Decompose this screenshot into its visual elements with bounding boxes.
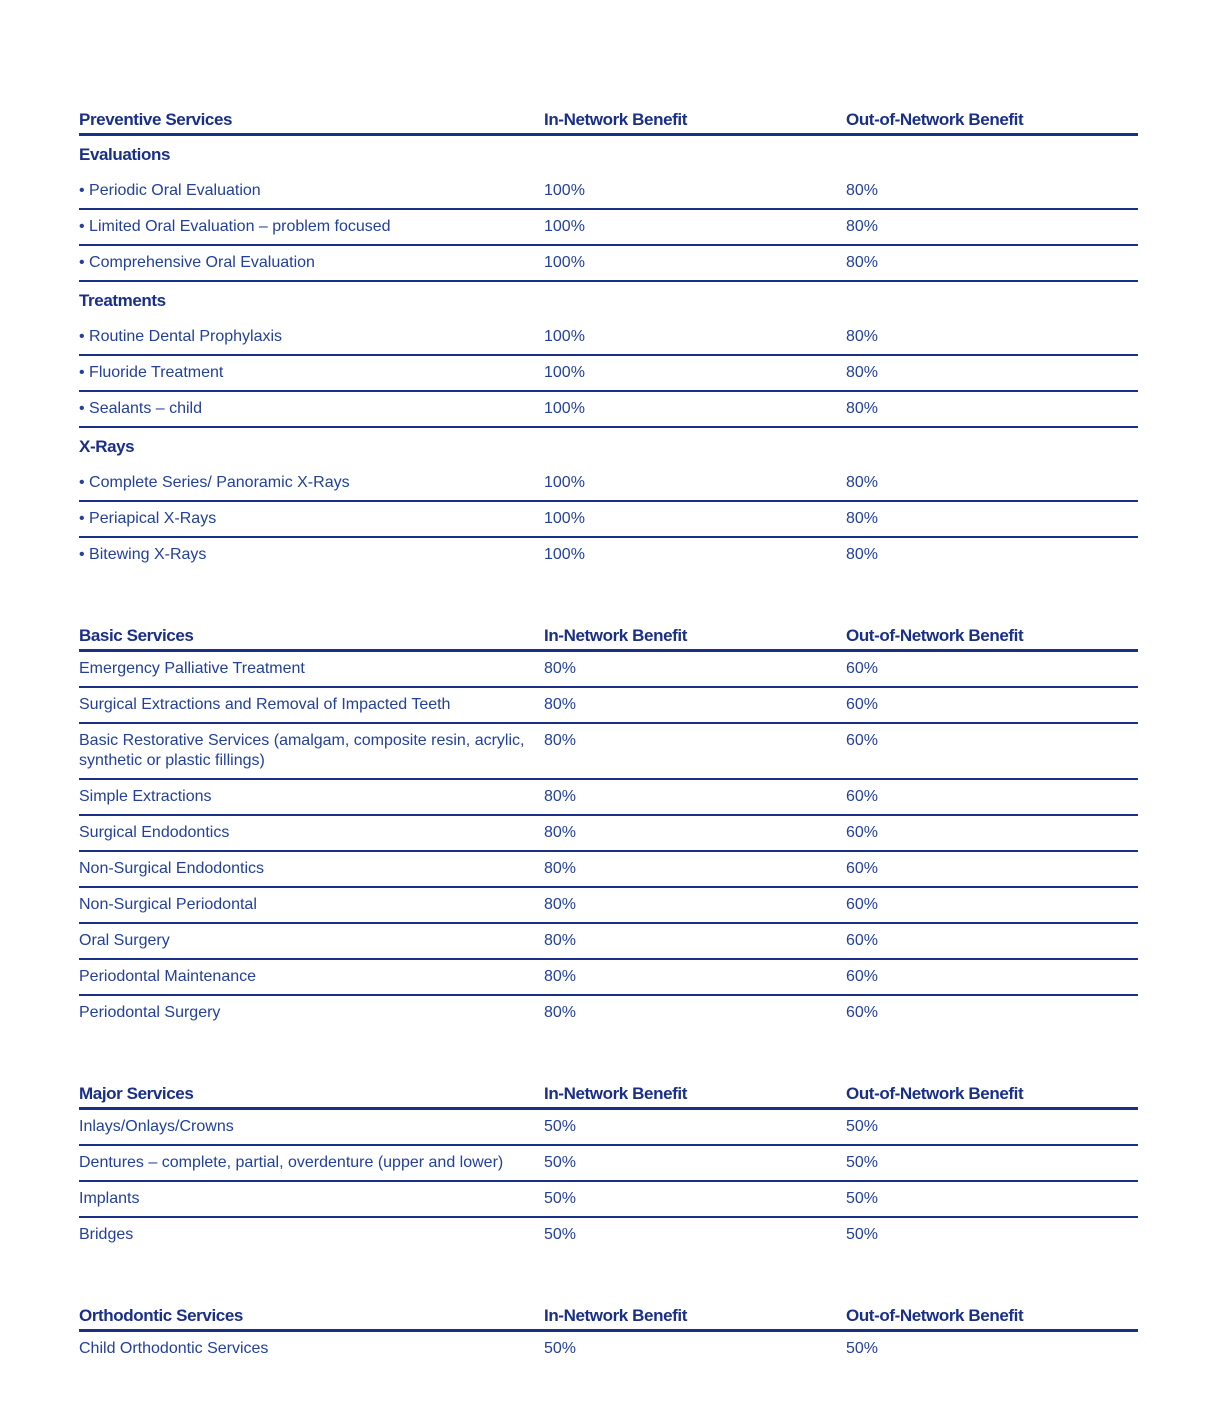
service-label: • Routine Dental Prophylaxis bbox=[79, 328, 283, 345]
benefit-section bbox=[79, 110, 1138, 572]
out-of-network-header: Out-of-Network Benefit bbox=[846, 1084, 1024, 1103]
in-network-value: 50% bbox=[544, 1340, 577, 1357]
category-heading: Treatments bbox=[79, 291, 166, 310]
table-row bbox=[79, 502, 1138, 538]
benefit-section bbox=[79, 1306, 1138, 1366]
service-label: Implants bbox=[79, 1190, 140, 1207]
benefit-section bbox=[79, 626, 1138, 1030]
in-network-value: 50% bbox=[544, 1154, 577, 1171]
table-row bbox=[79, 174, 1138, 210]
service-label: • Bitewing X-Rays bbox=[79, 546, 207, 563]
in-network-header: In-Network Benefit bbox=[544, 1306, 687, 1325]
service-label: Periodontal Surgery bbox=[79, 1004, 221, 1021]
in-network-value: 80% bbox=[544, 660, 577, 677]
table-row bbox=[79, 1182, 1138, 1218]
out-of-network-value: 50% bbox=[846, 1190, 879, 1207]
out-of-network-value: 50% bbox=[846, 1154, 879, 1171]
out-of-network-value: 50% bbox=[846, 1118, 879, 1135]
table-row bbox=[79, 852, 1138, 888]
in-network-header: In-Network Benefit bbox=[544, 110, 687, 129]
out-of-network-value: 60% bbox=[846, 732, 879, 749]
section-header-row bbox=[79, 1306, 1138, 1332]
service-label: Non-Surgical Endodontics bbox=[79, 860, 264, 877]
in-network-value: 100% bbox=[544, 364, 585, 381]
in-network-value: 100% bbox=[544, 510, 585, 527]
section-title: Major Services bbox=[79, 1084, 194, 1103]
out-of-network-value: 80% bbox=[846, 546, 879, 563]
table-row bbox=[79, 1332, 1138, 1366]
service-label: Child Orthodontic Services bbox=[79, 1340, 269, 1357]
out-of-network-header: Out-of-Network Benefit bbox=[846, 1306, 1024, 1325]
out-of-network-value: 80% bbox=[846, 510, 879, 527]
in-network-value: 80% bbox=[544, 824, 577, 841]
category-heading: X-Rays bbox=[79, 437, 135, 456]
table-row bbox=[79, 246, 1138, 282]
out-of-network-value: 80% bbox=[846, 254, 879, 271]
out-of-network-value: 80% bbox=[846, 364, 879, 381]
in-network-value: 100% bbox=[544, 254, 585, 271]
service-label: • Complete Series/ Panoramic X-Rays bbox=[79, 474, 350, 491]
service-label: • Comprehensive Oral Evaluation bbox=[79, 254, 315, 271]
out-of-network-value: 50% bbox=[846, 1340, 879, 1357]
out-of-network-value: 60% bbox=[846, 896, 879, 913]
table-row bbox=[79, 1146, 1138, 1182]
out-of-network-value: 60% bbox=[846, 932, 879, 949]
in-network-value: 50% bbox=[544, 1190, 577, 1207]
in-network-value: 100% bbox=[544, 218, 585, 235]
table-row bbox=[79, 356, 1138, 392]
out-of-network-value: 80% bbox=[846, 328, 879, 345]
table-row bbox=[79, 538, 1138, 572]
table-row bbox=[79, 210, 1138, 246]
in-network-value: 100% bbox=[544, 546, 585, 563]
in-network-header: In-Network Benefit bbox=[544, 1084, 687, 1103]
service-label: Inlays/Onlays/Crowns bbox=[79, 1118, 234, 1135]
in-network-value: 80% bbox=[544, 896, 577, 913]
table-row bbox=[79, 996, 1138, 1030]
in-network-value: 80% bbox=[544, 932, 577, 949]
table-row bbox=[79, 724, 1138, 780]
table-row bbox=[79, 816, 1138, 852]
table-row bbox=[79, 888, 1138, 924]
in-network-value: 100% bbox=[544, 400, 585, 417]
in-network-value: 80% bbox=[544, 968, 577, 985]
service-label: Emergency Palliative Treatment bbox=[79, 660, 305, 677]
in-network-header: In-Network Benefit bbox=[544, 626, 687, 645]
in-network-value: 80% bbox=[544, 1004, 577, 1021]
out-of-network-value: 60% bbox=[846, 968, 879, 985]
in-network-value: 100% bbox=[544, 182, 585, 199]
service-label: • Fluoride Treatment bbox=[79, 364, 224, 381]
section-title: Preventive Services bbox=[79, 110, 233, 129]
service-label: Surgical Extractions and Removal of Impacted Teeth bbox=[79, 696, 451, 713]
out-of-network-value: 60% bbox=[846, 660, 879, 677]
out-of-network-value: 60% bbox=[846, 824, 879, 841]
out-of-network-value: 60% bbox=[846, 1004, 879, 1021]
category-heading: Evaluations bbox=[79, 145, 171, 164]
out-of-network-value: 50% bbox=[846, 1226, 879, 1243]
service-label: Bridges bbox=[79, 1226, 134, 1243]
table-row bbox=[79, 1218, 1138, 1252]
out-of-network-value: 60% bbox=[846, 860, 879, 877]
service-label: • Periodic Oral Evaluation bbox=[79, 182, 261, 199]
in-network-value: 50% bbox=[544, 1118, 577, 1135]
service-label: Basic Restorative Services (amalgam, composite resin, acrylic, synthetic or plastic fillings) bbox=[79, 732, 525, 769]
out-of-network-header: Out-of-Network Benefit bbox=[846, 626, 1024, 645]
table-row bbox=[79, 960, 1138, 996]
service-label: Oral Surgery bbox=[79, 932, 170, 949]
service-label: Non-Surgical Periodontal bbox=[79, 896, 257, 913]
section-header-row bbox=[79, 110, 1138, 136]
service-label: Simple Extractions bbox=[79, 788, 212, 805]
service-label: • Sealants – child bbox=[79, 400, 203, 417]
out-of-network-value: 60% bbox=[846, 788, 879, 805]
in-network-value: 80% bbox=[544, 732, 577, 749]
in-network-value: 80% bbox=[544, 788, 577, 805]
in-network-value: 100% bbox=[544, 474, 585, 491]
table-row bbox=[79, 780, 1138, 816]
table-row bbox=[79, 466, 1138, 502]
service-label: Dentures – complete, partial, overdenture (upper and lower) bbox=[79, 1154, 504, 1171]
in-network-value: 80% bbox=[544, 860, 577, 877]
section-title: Basic Services bbox=[79, 626, 194, 645]
table-row bbox=[79, 392, 1138, 428]
service-label: Surgical Endodontics bbox=[79, 824, 230, 841]
table-row bbox=[79, 320, 1138, 356]
table-row bbox=[79, 688, 1138, 724]
out-of-network-header: Out-of-Network Benefit bbox=[846, 110, 1024, 129]
benefits-document bbox=[79, 110, 1138, 1420]
out-of-network-value: 80% bbox=[846, 400, 879, 417]
out-of-network-value: 80% bbox=[846, 218, 879, 235]
service-label: • Limited Oral Evaluation – problem focused bbox=[79, 218, 391, 235]
service-label: Periodontal Maintenance bbox=[79, 968, 257, 985]
out-of-network-value: 80% bbox=[846, 474, 879, 491]
benefit-section bbox=[79, 1084, 1138, 1252]
in-network-value: 50% bbox=[544, 1226, 577, 1243]
section-title: Orthodontic Services bbox=[79, 1306, 243, 1325]
section-header-row bbox=[79, 1084, 1138, 1110]
in-network-value: 80% bbox=[544, 696, 577, 713]
service-label: • Periapical X-Rays bbox=[79, 510, 217, 527]
table-row bbox=[79, 652, 1138, 688]
table-row bbox=[79, 1110, 1138, 1146]
table-row bbox=[79, 924, 1138, 960]
section-header-row bbox=[79, 626, 1138, 652]
in-network-value: 100% bbox=[544, 328, 585, 345]
out-of-network-value: 60% bbox=[846, 696, 879, 713]
out-of-network-value: 80% bbox=[846, 182, 879, 199]
